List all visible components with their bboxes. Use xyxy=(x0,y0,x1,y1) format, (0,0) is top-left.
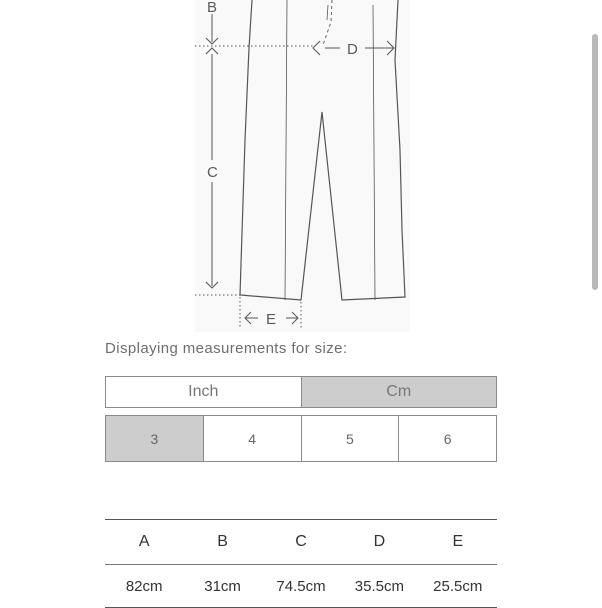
table-row xyxy=(105,565,497,608)
unit-option-inch[interactable]: Inch xyxy=(188,383,219,400)
column-header-e: E xyxy=(452,533,464,550)
size-selector xyxy=(105,415,497,462)
dimension-label-d: D xyxy=(347,41,358,58)
size-option-6[interactable]: 6 xyxy=(398,416,496,461)
size-option-4[interactable]: 4 xyxy=(203,416,301,461)
column-header-a: A xyxy=(138,533,150,550)
unit-option-cm[interactable]: Cm xyxy=(301,377,497,407)
column-header-d: D xyxy=(373,533,386,550)
dimension-label-b: B xyxy=(207,0,218,16)
column-header-b: B xyxy=(217,533,228,550)
measurement-b-value: 31cm xyxy=(204,577,241,595)
dimension-label-e: E xyxy=(266,311,277,328)
pants-measurement-diagram xyxy=(195,0,410,332)
size-option-5[interactable]: 5 xyxy=(301,416,399,461)
unit-toggle xyxy=(105,376,497,408)
measurement-c-value: 74.5cm xyxy=(276,577,326,595)
table-header-row xyxy=(105,520,497,565)
measurement-d-value: 35.5cm xyxy=(354,577,404,595)
scrollbar-thumb[interactable] xyxy=(592,34,598,290)
display-size-caption: Displaying measurements for size: xyxy=(105,340,348,357)
pants-outline-drawing xyxy=(195,0,410,332)
size-option-3[interactable]: 3 xyxy=(106,416,203,461)
measurements-table xyxy=(105,519,497,608)
measurement-a-value: 82cm xyxy=(125,577,163,595)
measurement-e-value: 25.5cm xyxy=(433,577,483,595)
dimension-label-c: C xyxy=(207,164,218,181)
column-header-c: C xyxy=(295,533,307,550)
